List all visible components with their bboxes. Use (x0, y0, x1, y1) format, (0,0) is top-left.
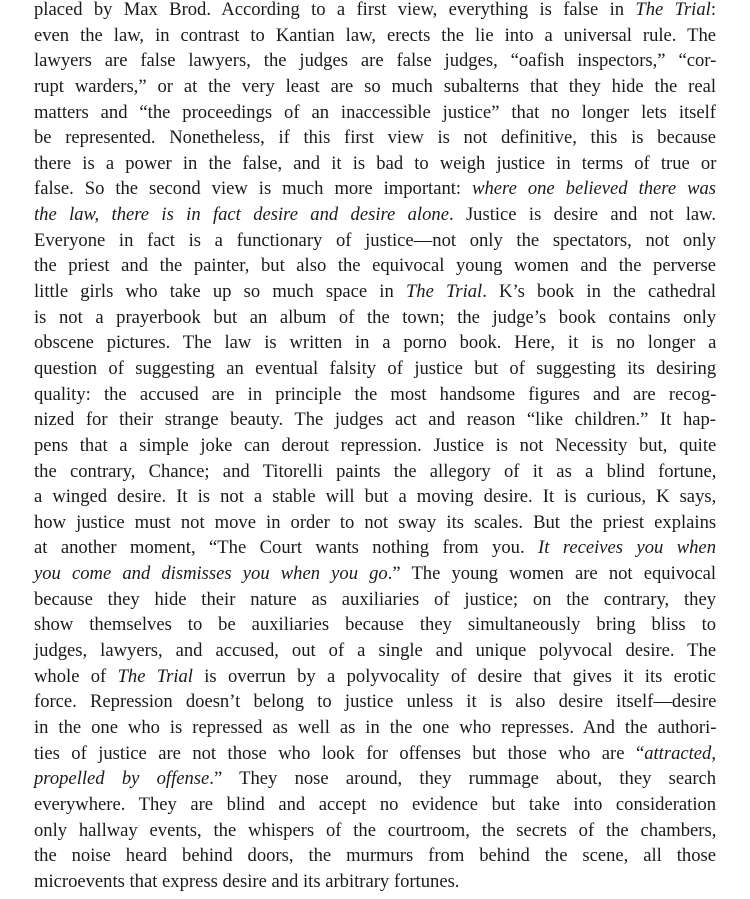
text-segment: is not a prayerbook but an album of the town; the judge’s book contains only (34, 306, 717, 328)
text-line (34, 741, 716, 767)
italic-text: The Trial (117, 665, 193, 687)
text-line (34, 279, 716, 305)
text-segment: judges, lawyers, and accused, out of a single and unique polyvocal desire. The (34, 640, 717, 662)
text-segment: force. Repression doesn’t belong to justice unless it is also desire itself—desire (34, 691, 717, 713)
text-line (34, 202, 716, 228)
text-segment: a winged desire. It is not a stable will but a moving desire. It is curious, K says, (34, 486, 717, 508)
text-segment: the noise heard behind doors, the murmurs from behind the scene, all those (34, 845, 716, 867)
text-line (34, 818, 716, 844)
text-segment: placed by Max Brod. According to a first view, everything is false in (34, 0, 636, 20)
italic-text: The Trial (635, 0, 711, 20)
text-line (34, 664, 716, 690)
text-segment: .” The young women are not equivocal (387, 563, 716, 585)
text-segment: be represented. Nonetheless, if this first view is not definitive, this is because (34, 127, 716, 149)
italic-text: you come and dismisses you when you go (34, 563, 388, 585)
text-line (34, 484, 716, 510)
text-line (34, 612, 716, 638)
text-segment: because they hide their nature as auxiliaries of justice; on the contrary, they (34, 588, 717, 610)
text-line (34, 535, 716, 561)
text-line (34, 48, 716, 74)
text-line (34, 330, 716, 356)
text-segment: even the law, in contrast to Kantian law, erects the lie into a universal rule. The (34, 24, 716, 46)
text-segment: pens that a simple joke can derout repression. Justice is not Necessity but, quite (34, 434, 717, 456)
text-segment: only hallway events, the whispers of the courtroom, the secrets of the chambers, (34, 819, 717, 841)
text-segment: : (710, 0, 716, 20)
text-line (34, 715, 716, 741)
text-segment: . K’s book in the cathedral (482, 281, 717, 303)
text-line (34, 176, 716, 202)
text-segment: microevents that express desire and its arbitrary fortunes. (34, 870, 460, 892)
text-segment: quality: the accused are in principle the most handsome figures and are recog- (34, 383, 717, 405)
text-line (34, 843, 716, 869)
text-segment: lawyers are false lawyers, the judges are false judges, “oafish inspectors,” “cor- (34, 50, 717, 72)
italic-text: the law, there is in fact desire and desire alone (34, 204, 449, 226)
text-line (34, 433, 716, 459)
text-line (34, 253, 716, 279)
text-segment: how justice must not move in order to not sway its scales. But the priest explains (34, 511, 717, 533)
italic-text: It receives you when (538, 537, 716, 559)
text-line (34, 305, 716, 331)
text-line (34, 0, 716, 23)
text-line (34, 459, 716, 485)
text-line (34, 23, 716, 49)
text-segment: there is a power in the false, and it is bad to weigh justice in terms of true or (34, 152, 717, 174)
italic-text: The Trial (405, 281, 483, 303)
text-segment: Everyone in fact is a functionary of justice—not only the spectators, not only (34, 229, 716, 251)
text-segment: nized for their strange beauty. The judges act and reason “like children.” It hap- (34, 409, 716, 431)
text-segment: rupt warders,” or at the very least are so much subalterns that they hide the real (34, 75, 716, 97)
text-line (34, 587, 716, 613)
text-line (34, 869, 716, 895)
text-segment: matters and “the proceedings of an inaccessible justice” that no longer lets itself (34, 101, 716, 123)
italic-text: where one believed there was (472, 178, 716, 200)
text-line (34, 228, 716, 254)
text-line (34, 407, 716, 433)
text-segment: the priest and the painter, but also the equivocal young women and the perverse (34, 255, 717, 277)
text-line (34, 689, 716, 715)
text-segment: show themselves to be auxiliaries because they simultaneously bring bliss to (34, 614, 717, 636)
text-segment: . Justice is desire and not law. (448, 204, 716, 226)
text-line (34, 74, 716, 100)
text-segment: little girls who take up so much space in (34, 281, 406, 303)
text-segment: the contrary, Chance; and Titorelli paints the allegory of it as a blind fortune, (34, 460, 717, 482)
text-segment: .” They nose around, they rummage about, they search (209, 768, 717, 790)
text-segment: obscene pictures. The law is written in a porno book. Here, it is no longer a (34, 332, 717, 354)
text-line (34, 382, 716, 408)
text-segment: whole of (34, 665, 118, 687)
text-line (34, 792, 716, 818)
text-segment: is overrun by a polyvocality of desire that gives it its erotic (192, 665, 717, 687)
text-line (34, 151, 716, 177)
text-segment: everywhere. They are blind and accept no evidence but take into consideration (34, 793, 717, 815)
body-text (34, 0, 716, 894)
italic-text: attracted, (644, 742, 716, 764)
text-segment: question of suggesting an eventual falsity of justice but of suggesting its desiring (34, 357, 717, 379)
text-segment: false. So the second view is much more important: (34, 178, 473, 200)
text-line (34, 561, 716, 587)
italic-text: propelled by offense (34, 768, 210, 790)
text-line (34, 638, 716, 664)
text-segment: in the one who is repressed as well as in the one who represses. And the authori- (34, 716, 717, 738)
text-line (34, 125, 716, 151)
text-segment: at another moment, “The Court wants nothing from you. (34, 537, 539, 559)
text-segment: ties of justice are not those who look for offenses but those who are “ (34, 742, 645, 764)
text-line (34, 766, 716, 792)
text-line (34, 100, 716, 126)
text-line (34, 356, 716, 382)
text-line (34, 510, 716, 536)
